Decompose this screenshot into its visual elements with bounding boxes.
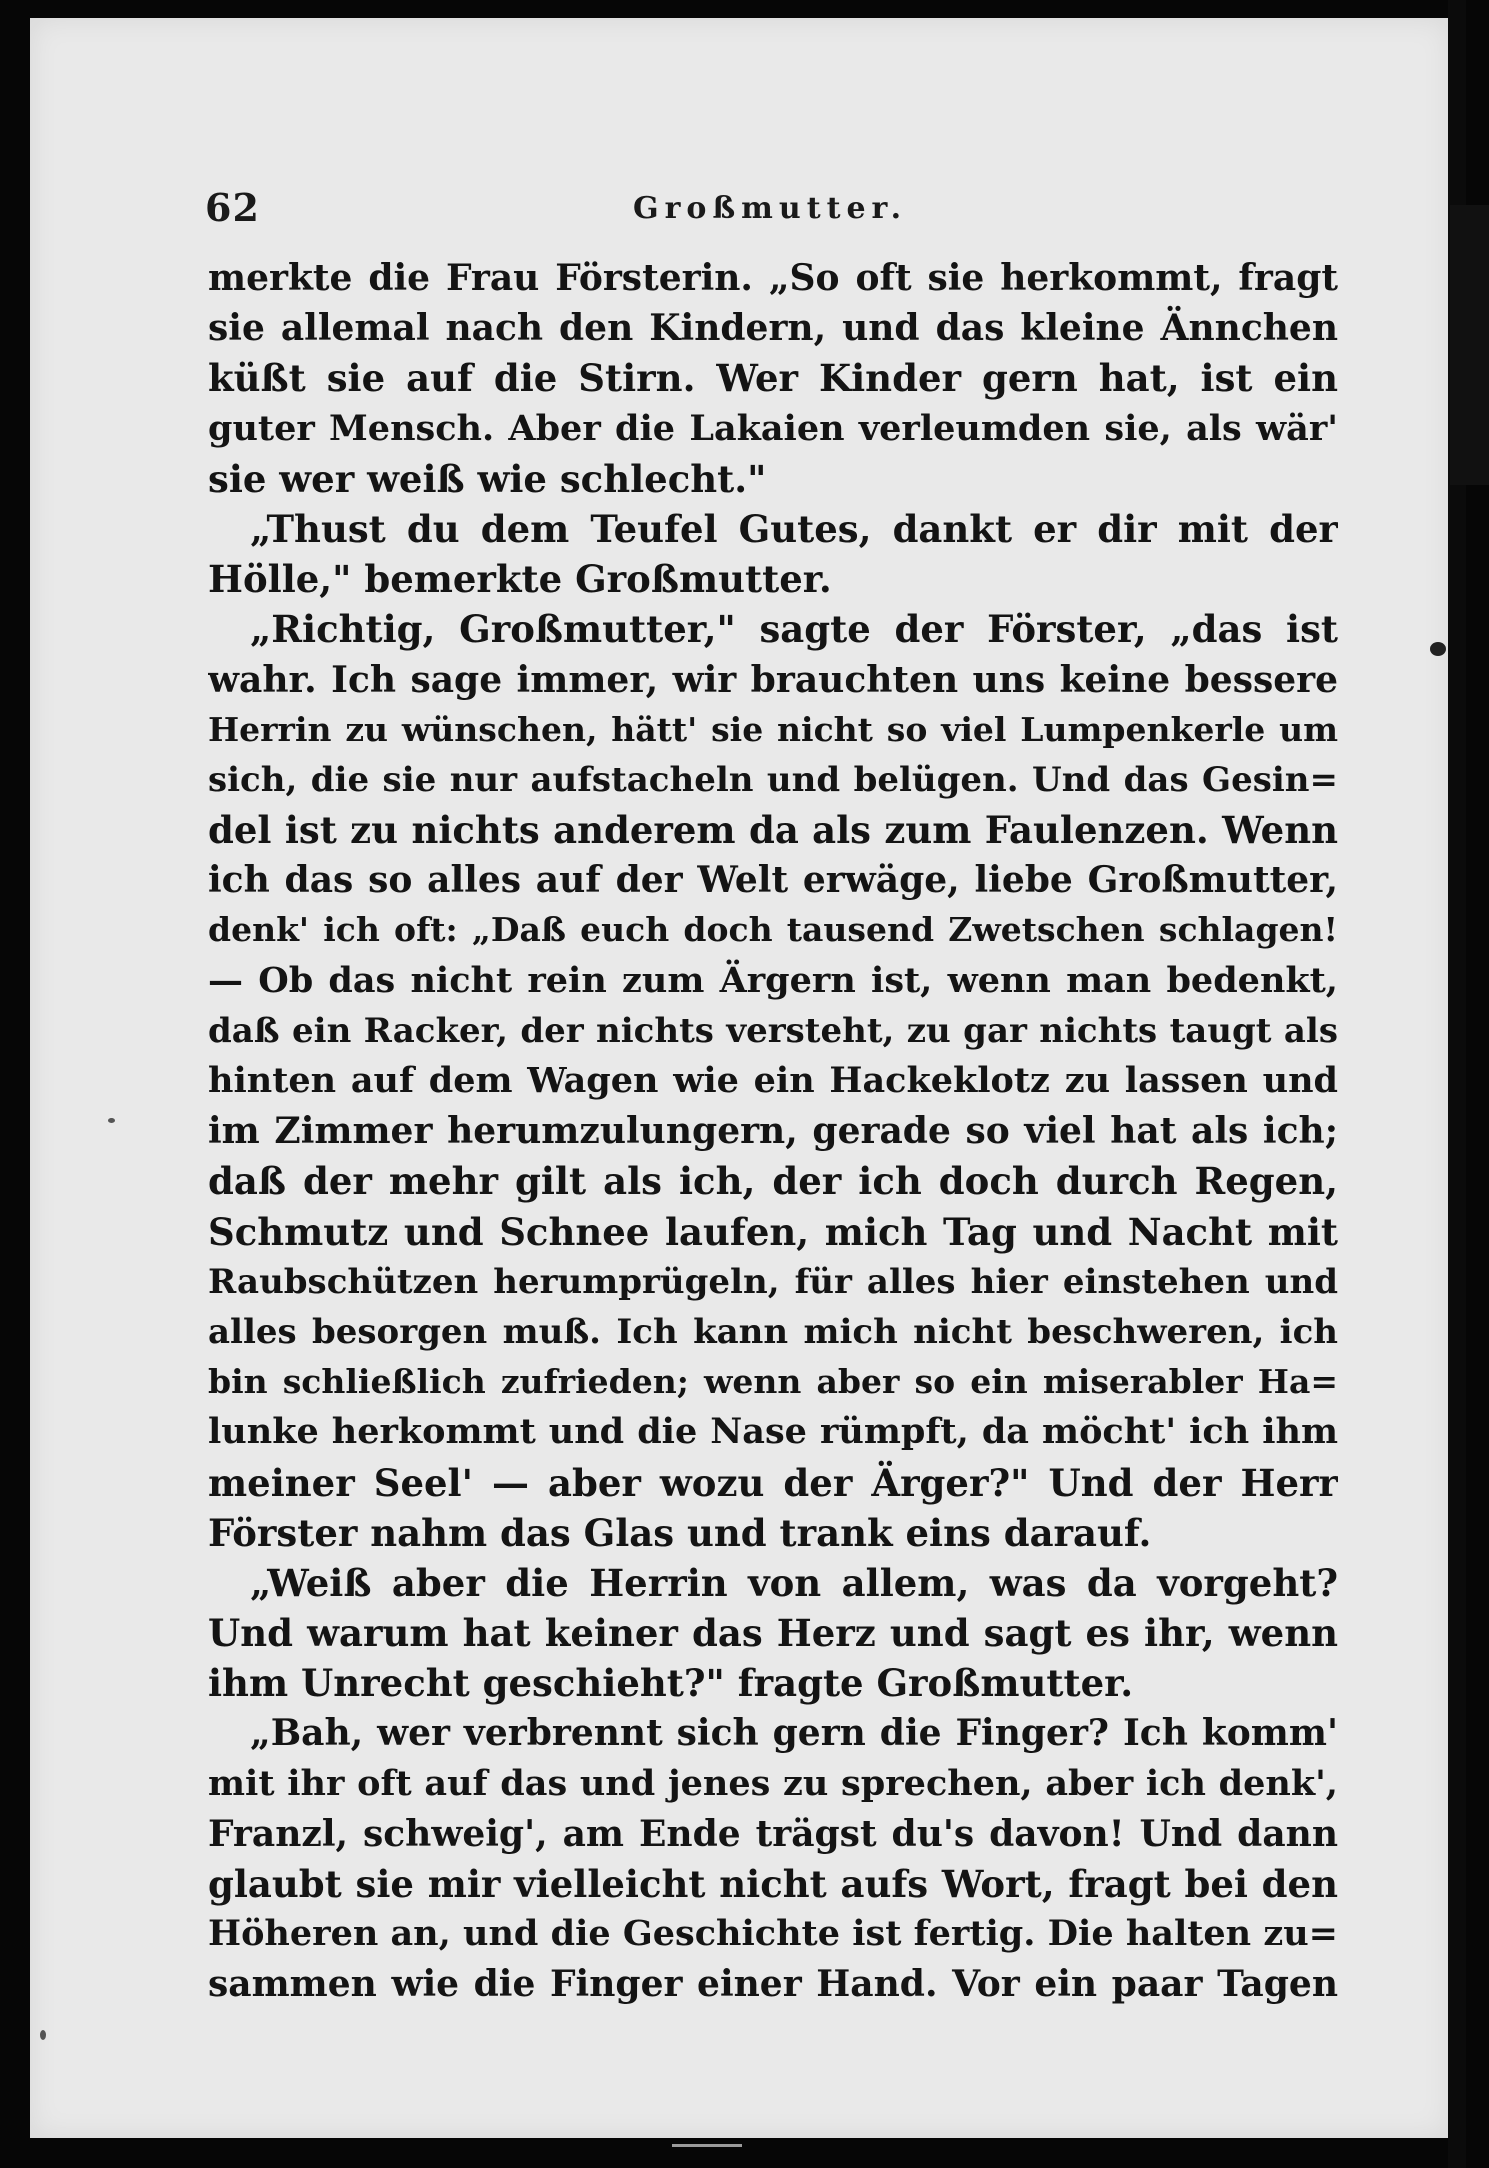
text-line: sich, die sie nur aufstacheln und belügen. Und das Gesin= <box>208 759 1338 800</box>
footer-mark <box>672 2144 742 2147</box>
text-line: — Ob das nicht rein zum Ärgern ist, wenn man bedenkt, <box>208 959 1338 1001</box>
text-line: Franzl, schweig', am Ende trägst du's davon! Und dann <box>208 1812 1338 1855</box>
text-line: guter Mensch. Aber die Lakaien verleumden sie, als wär' <box>208 407 1338 449</box>
text-line: wahr. Ich sage immer, wir brauchten uns keine bessere <box>208 658 1338 701</box>
page-edge-strip <box>1450 205 1489 485</box>
page-header <box>205 185 1335 235</box>
text-line: meiner Seel' — aber wozu der Ärger?" Und der Herr <box>208 1460 1338 1505</box>
text-line: sammen wie die Finger einer Hand. Vor ein paar Tagen <box>208 1963 1338 2006</box>
running-head: Großmutter. <box>632 191 908 226</box>
text-line: ihm Unrecht geschieht?" fragte Großmutter. <box>208 1661 1134 1706</box>
text-line: merkte die Frau Försterin. „So oft sie herkommt, fragt <box>208 257 1338 299</box>
scan-speck <box>40 2030 46 2040</box>
text-line: del ist zu nichts anderem da als zum Faulenzen. Wenn <box>208 808 1338 853</box>
text-line: „Bah, wer verbrennt sich gern die Finger? Ich komm' <box>250 1712 1338 1755</box>
body-text <box>208 253 1338 2010</box>
text-line: bin schließlich zufrieden; wenn aber so ein miserabler Ha= <box>208 1362 1338 1402</box>
scan-speck <box>108 1118 115 1123</box>
text-line: Herrin zu wünschen, hätt' sie nicht so viel Lumpenkerle um <box>208 709 1338 749</box>
text-line: daß ein Racker, der nichts versteht, zu gar nichts taugt als <box>208 1010 1338 1051</box>
text-line: Höheren an, und die Geschichte ist fertig. Die halten zu= <box>208 1913 1338 1955</box>
scan-speck <box>1430 642 1446 656</box>
text-line: glaubt sie mir vielleicht nicht aufs Wort, fragt bei den <box>208 1862 1338 1906</box>
text-line: küßt sie auf die Stirn. Wer Kinder gern hat, ist ein <box>208 356 1338 401</box>
text-line: im Zimmer herumzulungern, gerade so viel hat als ich; <box>208 1110 1338 1153</box>
text-line: „Thust du dem Teufel Gutes, dankt er dir mit der <box>250 506 1338 551</box>
text-line: „Weiß aber die Herrin von allem, was da vorgeht? <box>250 1560 1338 1605</box>
page-number: 62 <box>205 185 260 230</box>
text-line: alles besorgen muß. Ich kann mich nicht beschweren, ich <box>208 1311 1338 1352</box>
text-line: Hölle," bemerkte Großmutter. <box>208 557 832 602</box>
text-line: sie allemal nach den Kindern, und das kleine Ännchen <box>208 307 1338 350</box>
text-line: daß der mehr gilt als ich, der ich doch durch Regen, <box>208 1159 1338 1204</box>
text-line: Raubschützen herumprügeln, für alles hier einstehen und <box>208 1261 1338 1302</box>
text-line: mit ihr oft auf das und jenes zu sprechen, aber ich denk', <box>208 1762 1338 1804</box>
text-line: „Richtig, Großmutter," sagte der Förster, „das ist <box>250 607 1338 652</box>
text-line: Und warum hat keiner das Herz und sagt es ihr, wenn <box>208 1611 1338 1656</box>
text-line: lunke herkommt und die Nase rümpft, da möcht' ich ihm <box>208 1411 1338 1453</box>
text-line: Förster nahm das Glas und trank eins darauf. <box>208 1510 1152 1555</box>
text-line: ich das so alles auf der Welt erwäge, liebe Großmutter, <box>208 859 1338 902</box>
text-line: denk' ich oft: „Daß euch doch tausend Zwetschen schlagen! <box>208 910 1338 950</box>
text-line: sie wer weiß wie schlecht." <box>208 456 767 501</box>
text-line: Schmutz und Schnee laufen, mich Tag und Nacht mit <box>208 1209 1338 1254</box>
text-line: hinten auf dem Wagen wie ein Hackeklotz zu lassen und <box>208 1060 1338 1101</box>
